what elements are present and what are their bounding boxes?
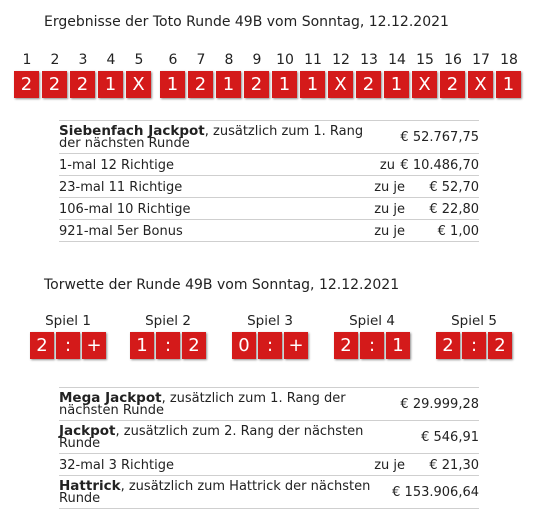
result-row <box>59 420 479 453</box>
toto-tip-box: 1 <box>384 71 409 98</box>
torwette-score-box: 2 <box>30 332 54 359</box>
result-amount: € 1,00 <box>437 224 479 239</box>
result-zu: zu je <box>374 458 405 473</box>
toto-game-number: 9 <box>252 52 262 68</box>
toto-game-number: 4 <box>106 52 116 68</box>
toto-tip-box: X <box>328 71 353 98</box>
result-label <box>59 225 379 239</box>
result-row <box>59 387 479 420</box>
result-label-text: 23-mal 11 Richtige <box>59 180 183 195</box>
result-amount: € 10.486,70 <box>400 158 479 173</box>
toto-game-number: 1 <box>22 52 32 68</box>
torwette-game-label: Spiel 5 <box>451 313 497 329</box>
toto-tip-box: 1 <box>98 71 123 98</box>
torwette-score-box: : <box>360 332 384 359</box>
result-label <box>59 392 379 417</box>
toto-tip-box: 2 <box>356 71 381 98</box>
result-label-text: , zusätzlich zum 1. Rang der nächsten Runde <box>59 391 346 418</box>
torwette-score <box>332 332 412 359</box>
toto-game-number: 13 <box>360 52 378 68</box>
torwette-score <box>28 332 108 359</box>
result-row <box>59 197 479 219</box>
result-amount: € 52.767,75 <box>400 130 479 145</box>
toto-tip-box: 2 <box>42 71 67 98</box>
toto-tip-box: 2 <box>70 71 95 98</box>
result-row <box>59 120 479 153</box>
result-label-text: 921-mal 5er Bonus <box>59 224 183 239</box>
toto-tip-box: 1 <box>496 71 521 98</box>
toto-title: Ergebnisse der Toto Runde 49B vom Sonntag, 12.12.2021 <box>44 14 449 30</box>
toto-game-number: 16 <box>444 52 462 68</box>
toto-tip-box: X <box>126 71 151 98</box>
torwette-game-label: Spiel 4 <box>349 313 395 329</box>
toto-tip-box: 1 <box>300 71 325 98</box>
torwette-games <box>24 312 514 364</box>
result-label-bold: Jackpot <box>59 423 116 439</box>
result-label <box>59 181 379 195</box>
toto-game-number: 7 <box>196 52 206 68</box>
torwette-game <box>230 312 310 359</box>
result-label <box>59 203 379 217</box>
torwette-game <box>332 312 412 359</box>
torwette-score <box>230 332 310 359</box>
result-amount: € 22,80 <box>429 202 479 217</box>
result-label-text: , zusätzlich zum 1. Rang der nächsten Runde <box>59 124 364 151</box>
toto-tips <box>14 71 522 99</box>
result-label-text: , zusätzlich zum 2. Rang der nächsten Runde <box>59 424 364 451</box>
result-label-text: 106-mal 10 Richtige <box>59 202 191 217</box>
result-row <box>59 219 479 242</box>
toto-game-number: 6 <box>168 52 178 68</box>
result-row <box>59 475 479 509</box>
torwette-score-box: : <box>462 332 486 359</box>
torwette-score-box: 0 <box>232 332 256 359</box>
result-label <box>59 459 379 473</box>
result-label-bold: Mega Jackpot <box>59 390 162 406</box>
result-row <box>59 175 479 197</box>
toto-game-number: 2 <box>50 52 60 68</box>
torwette-score-box: 2 <box>488 332 512 359</box>
result-amount: € 29.999,28 <box>400 397 479 412</box>
result-label <box>59 159 379 173</box>
toto-tip-box: 2 <box>14 71 39 98</box>
result-amount: € 153.906,64 <box>392 485 479 500</box>
toto-tip-box: 1 <box>272 71 297 98</box>
torwette-score-box: 2 <box>334 332 358 359</box>
torwette-score-box: + <box>82 332 106 359</box>
result-row <box>59 153 479 175</box>
result-label-bold: Siebenfach Jackpot <box>59 123 205 139</box>
torwette-score-box: : <box>156 332 180 359</box>
torwette-score-box: : <box>56 332 80 359</box>
result-amount: € 52,70 <box>429 180 479 195</box>
result-zu: zu je <box>374 202 405 217</box>
torwette-score-box: 1 <box>130 332 154 359</box>
result-label-text: 1-mal 12 Richtige <box>59 158 175 173</box>
toto-game-number: 17 <box>472 52 490 68</box>
toto-game-number: 11 <box>304 52 322 68</box>
toto-tip-box: 2 <box>188 71 213 98</box>
toto-game-number: 15 <box>416 52 434 68</box>
result-zu: zu <box>379 158 395 173</box>
result-zu: zu je <box>374 180 405 195</box>
result-label <box>59 425 379 450</box>
toto-results-table <box>59 120 479 242</box>
torwette-score-box: 2 <box>436 332 460 359</box>
toto-game-number: 18 <box>500 52 518 68</box>
torwette-score-box: 1 <box>386 332 410 359</box>
toto-game-number: 14 <box>388 52 406 68</box>
torwette-score <box>434 332 514 359</box>
torwette-score <box>128 332 208 359</box>
result-amount: € 546,91 <box>421 430 479 445</box>
torwette-game <box>128 312 208 359</box>
toto-game-number: 5 <box>134 52 144 68</box>
result-label <box>59 125 379 150</box>
result-row <box>59 453 479 475</box>
result-amount: € 21,30 <box>429 458 479 473</box>
toto-tip-box: X <box>468 71 493 98</box>
torwette-score-box: : <box>258 332 282 359</box>
result-zu: zu je <box>374 224 405 239</box>
toto-game-number: 3 <box>78 52 88 68</box>
torwette-score-box: 2 <box>182 332 206 359</box>
torwette-game-label: Spiel 2 <box>145 313 191 329</box>
torwette-game-label: Spiel 3 <box>247 313 293 329</box>
toto-game-numbers <box>14 52 522 70</box>
toto-game-number: 10 <box>276 52 294 68</box>
toto-tip-box: X <box>412 71 437 98</box>
result-label-text: , zusätzlich zum Hattrick der nächsten Runde <box>59 479 371 506</box>
toto-game-number: 8 <box>224 52 234 68</box>
torwette-game <box>434 312 514 359</box>
toto-tip-box: 1 <box>160 71 185 98</box>
result-label <box>59 480 379 505</box>
result-label-text: 32-mal 3 Richtige <box>59 458 175 473</box>
torwette-game-label: Spiel 1 <box>45 313 91 329</box>
torwette-game <box>28 312 108 359</box>
toto-tip-box: 1 <box>216 71 241 98</box>
toto-tip-box: 2 <box>440 71 465 98</box>
torwette-title: Torwette der Runde 49B vom Sonntag, 12.12.2021 <box>44 277 400 293</box>
torwette-results-table <box>59 387 479 509</box>
torwette-score-box: + <box>284 332 308 359</box>
result-label-bold: Hattrick <box>59 478 121 494</box>
toto-game-number: 12 <box>332 52 350 68</box>
toto-tip-box: 2 <box>244 71 269 98</box>
